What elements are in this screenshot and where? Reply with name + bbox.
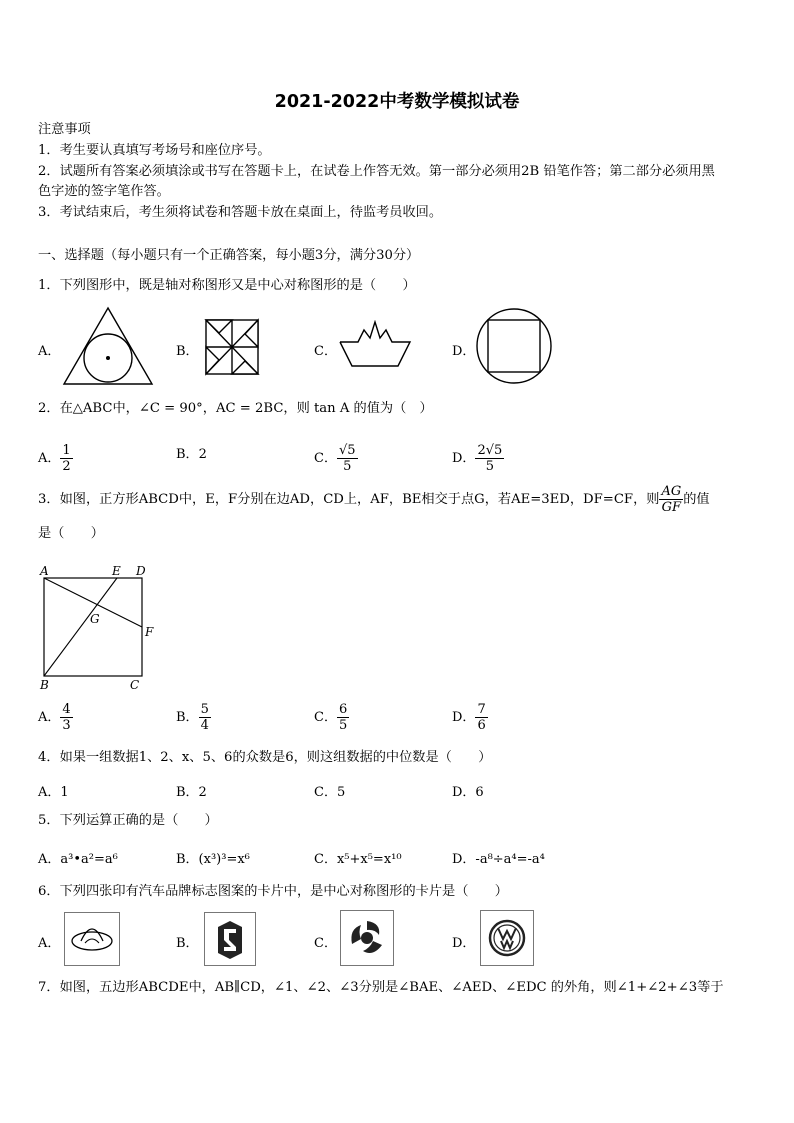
q1-label-c: C． [314, 344, 337, 359]
q3-point-g: G [90, 612, 100, 626]
q1-label-d: D． [452, 344, 476, 359]
q1-label-b: B． [176, 344, 199, 359]
q3-option-b [176, 702, 211, 733]
q6-card-b [204, 912, 256, 966]
q5-option-b: B．(x³)³=x⁶ [176, 852, 250, 867]
q6-card-d [480, 910, 534, 966]
q3-option-a-fraction: $\frac{4}{3}$ [62, 702, 71, 733]
q3-point-a: A [40, 564, 49, 578]
q2-c-den: 5 [343, 459, 352, 474]
notice-item-1: 1．考生要认真填写考场号和座位序号。 [38, 143, 271, 158]
q2-option-a-fraction [60, 443, 72, 474]
q6-label-b: B． [176, 936, 199, 951]
q2-d-den: 5 [485, 459, 494, 474]
q6-stem: 6．下列四张印有汽车品牌标志图案的卡片中，是中心对称图形的卡片是（ ） [38, 884, 508, 899]
q3-stem [38, 484, 710, 515]
section-heading: 一、选择题（每小题只有一个正确答案，每小题3分，满分30分） [38, 248, 420, 263]
q3-point-c: C [130, 678, 140, 692]
q2-option-a [38, 443, 73, 474]
q1-figure-a-triangle-circle [62, 306, 154, 386]
q3-option-c [314, 702, 349, 733]
q3-frac-num: AG [661, 484, 682, 499]
q2-label-b: B． [176, 447, 199, 462]
q3-option-b-fraction: $\frac{5}{4}$ [200, 702, 209, 733]
q5-option-c: C．x⁵+x⁵=x¹⁰ [314, 852, 402, 867]
q4-option-a: A．1 [38, 785, 69, 800]
q2-a-num: 1 [62, 443, 71, 458]
q3-point-b: B [40, 678, 49, 692]
notice-item-2-cont: 色字迹的签字笔作答。 [38, 184, 170, 199]
q3-point-d: D [136, 564, 146, 578]
q3-stem-fraction [659, 484, 683, 515]
q3-option-a [38, 702, 73, 733]
q3-option-d-fraction: $\frac{7}{6}$ [477, 702, 486, 733]
q2-option-c-fraction [337, 443, 358, 474]
q6-label-c: C． [314, 936, 337, 951]
q2-option-d [452, 443, 504, 474]
q3-figure-square [36, 562, 160, 694]
q2-stem: 2．在△ABC中，∠C = 90°，AC = 2BC，则 tan A 的值为（ ） [38, 401, 433, 416]
q6-logo-a-icon [65, 913, 119, 965]
q1-stem: 1．下列图形中，既是轴对称图形又是中心对称图形的是（ ） [38, 278, 416, 293]
q2-label-a: A． [38, 451, 61, 466]
q3-frac-den: GF [661, 500, 682, 515]
q3-point-f: F [145, 625, 154, 639]
q5-option-a: A．a³•a²=a⁶ [38, 852, 118, 867]
q3-label-b: B． [176, 710, 199, 725]
q7-stem: 7．如图，五边形ABCDE中，AB∥CD，∠1、∠2、∠3分别是∠BAE、∠AED、∠EDC 的外角，则∠1+∠2+∠3等于 [38, 980, 724, 995]
q6-card-a [64, 912, 120, 966]
q5-option-d: D．-a⁸÷a⁴=-a⁴ [452, 852, 545, 867]
q2-option-b [176, 443, 207, 462]
q3-option-d [452, 702, 488, 733]
page-title: 2021-2022中考数学模拟试卷 [274, 92, 520, 112]
q2-option-c [314, 443, 358, 474]
q4-stem: 4．如果一组数据1、2、x、5、6的众数是6，则这组数据的中位数是（ ） [38, 750, 492, 765]
q2-c-num: √5 [338, 443, 356, 458]
q3-stem-tail: 的值 [683, 492, 710, 507]
q6-label-a: A． [38, 936, 61, 951]
q2-b-value: 2 [198, 447, 207, 462]
q3-label-d: D． [452, 710, 476, 725]
q2-a-den: 2 [62, 459, 71, 474]
q1-label-a: A． [38, 344, 61, 359]
q3-point-e: E [112, 564, 121, 578]
q3-label-a: A． [38, 710, 61, 725]
q6-card-c [340, 910, 394, 966]
q5-stem: 5．下列运算正确的是（ ） [38, 813, 218, 828]
q6-logo-d-icon [481, 911, 533, 965]
q3-label-c: C． [314, 710, 337, 725]
q6-logo-c-icon [341, 911, 393, 965]
q2-option-d-fraction [475, 443, 504, 474]
q1-figure-d-square-in-circle [474, 306, 554, 386]
q3-option-c-fraction: $\frac{6}{5}$ [338, 702, 348, 733]
q1-figure-b-pinwheel [204, 318, 262, 378]
q4-option-c: C．5 [314, 785, 346, 800]
notice-item-2: 2．试题所有答案必须填涂或书写在答题卡上，在试卷上作答无效。第一部分必须用2B 铅笔作答；第二部分必须用黑 [38, 164, 715, 179]
q2-d-num: 2√5 [477, 443, 503, 458]
q6-logo-b-icon [205, 913, 255, 965]
q1-figure-c-boat [338, 320, 412, 370]
q2-label-d: D． [452, 451, 476, 466]
q3-stem-line2: 是（ ） [38, 526, 104, 541]
q4-option-b: B．2 [176, 785, 207, 800]
notice-heading: 注意事项 [38, 122, 91, 137]
q2-label-c: C． [314, 451, 337, 466]
q6-label-d: D． [452, 936, 476, 951]
q3-stem-text: 3．如图，正方形ABCD中，E，F分别在边AD，CD上，AF，BE相交于点G，若AE=3ED，DF=CF，则 [38, 492, 660, 507]
q4-option-d: D．6 [452, 785, 484, 800]
notice-item-3: 3．考试结束后，考生须将试卷和答题卡放在桌面上，待监考员收回。 [38, 205, 443, 220]
